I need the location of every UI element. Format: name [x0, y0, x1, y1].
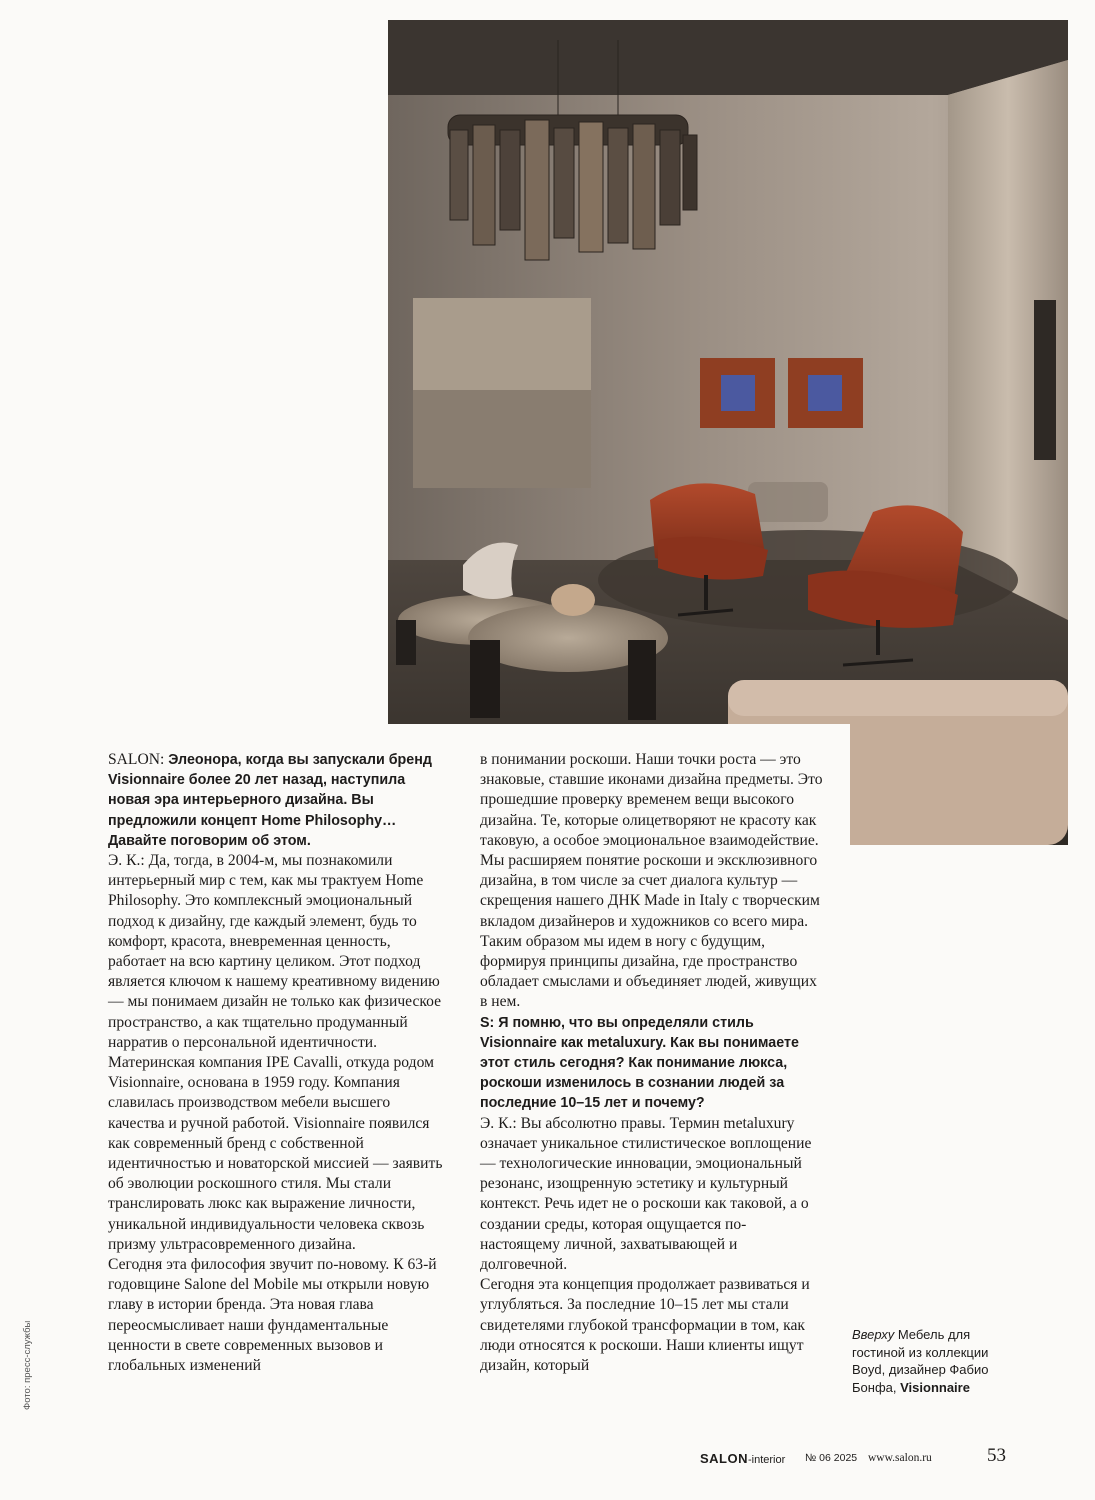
page-number: 53	[987, 1445, 1006, 1466]
paragraph: Материнская компания IPE Cavalli, откуда родом Visionnaire, основана в 1959 году. Компания славилась производством мебели высшего качества и ручной работой. Visionnaire появился как современный бренд с собственной идентичностью и новаторской миссией — заявить об эволюции роскошного стиля. Мы стали транслировать люкс как выражение личности, уникальной индивидуальности человека сквозь призму ультрасовременного дизайна.	[108, 1054, 443, 1253]
photo-credit: Фото: пресс-службы	[22, 1320, 33, 1410]
caption-text: Мебель для гостиной из коллекции Boyd, дизайнер Фабио Бонфа,	[852, 1327, 989, 1395]
caption-brand: Visionnaire	[900, 1379, 970, 1395]
photo-caption	[852, 1326, 1012, 1396]
wall-sconce	[1034, 300, 1056, 460]
paragraph: Таким образом мы идем в ногу с будущим, формируя принципы дизайна, где пространство обладает смыслами и объединяет людей, живущих в нем.	[480, 932, 817, 1011]
answer-2: Э. К.: Вы абсолютно правы. Термин metaluxury означает уникальное стилистическое воплощение — технологические инновации, эмоциональный резонанс, изощренную эстетику и культурный контекст. Речь идет не о роскоши как таковой, а о создании среды, которая ощущается по-настоящему личной, захватывающей и долговечной.	[480, 1114, 812, 1274]
magazine-logo: SALON-interior	[700, 1451, 786, 1466]
page-footer	[700, 1445, 1010, 1470]
text-column-1	[108, 750, 448, 1376]
paragraph: Сегодня эта концепция продолжает развиваться и углубляться. За последние 10–15 лет мы стали свидетелями глубокой трансформации в том, как люди относятся к роскоши. Наши клиенты ищут дизайн, который	[480, 1276, 810, 1375]
paragraph: Сегодня эта философия звучит по-новому. К 63-й годовщине Salone del Mobile мы открыли новую главу в истории бренда. Эта новая глава переосмысливает наши фундаментальные ценности в свете современных вызовов и глобальных изменений	[108, 1256, 437, 1375]
answer-1: Э. К.: Да, тогда, в 2004-м, мы познакомили интерьерный мир с тем, как мы трактуем Home Philosophy. Это комплексный эмоциональный подход к дизайну, где каждый элемент, будь то комфорт, красота, вневременная ценность, работает на всю картину целиком. Этот подход является ключом к нашему креативному видению — мы понимаем дизайн не только как физическое пространство, а как тщательно продуманный нарратив о персональной идентичности.	[108, 852, 442, 1051]
caption-lead: Вверху	[852, 1327, 895, 1342]
living-room-illustration	[388, 20, 1068, 845]
question-2: S: Я помню, что вы определяли стиль Visionnaire как metaluxury. Как вы понимаете этот стиль сегодня? Как понимание люкса, роскоши изменилось в сознании людей за последние 10–15 лет и почему?	[480, 1014, 799, 1112]
paragraph: в понимании роскоши. Наши точки роста — это знаковые, ставшие иконами дизайна предметы. Это прошедшие проверку временем вещи высокого дизайна. Те, которые олицетворяют не красоту как таковую, а особое эмоциональное взаимодействие. Мы расширяем понятие роскоши и эксклюзивного дизайна, в том числе за счет диалога культур — скрещения нашего ДНК Made in Italy с творческим вкладом дизайнеров и художников со всего мира.	[480, 751, 823, 930]
website-link[interactable]: www.salon.ru	[868, 1452, 932, 1464]
question-1: SALON: Элеонора, когда вы запускали бренд Visionnaire более 20 лет назад, наступила новая эра интерьерного дизайна. Вы предложили концепт Home Philosophy… Давайте поговорим об этом.	[108, 751, 432, 849]
interior-photo	[388, 20, 1068, 845]
text-column-2	[480, 750, 825, 1376]
issue-number: № 06 2025	[805, 1452, 858, 1464]
